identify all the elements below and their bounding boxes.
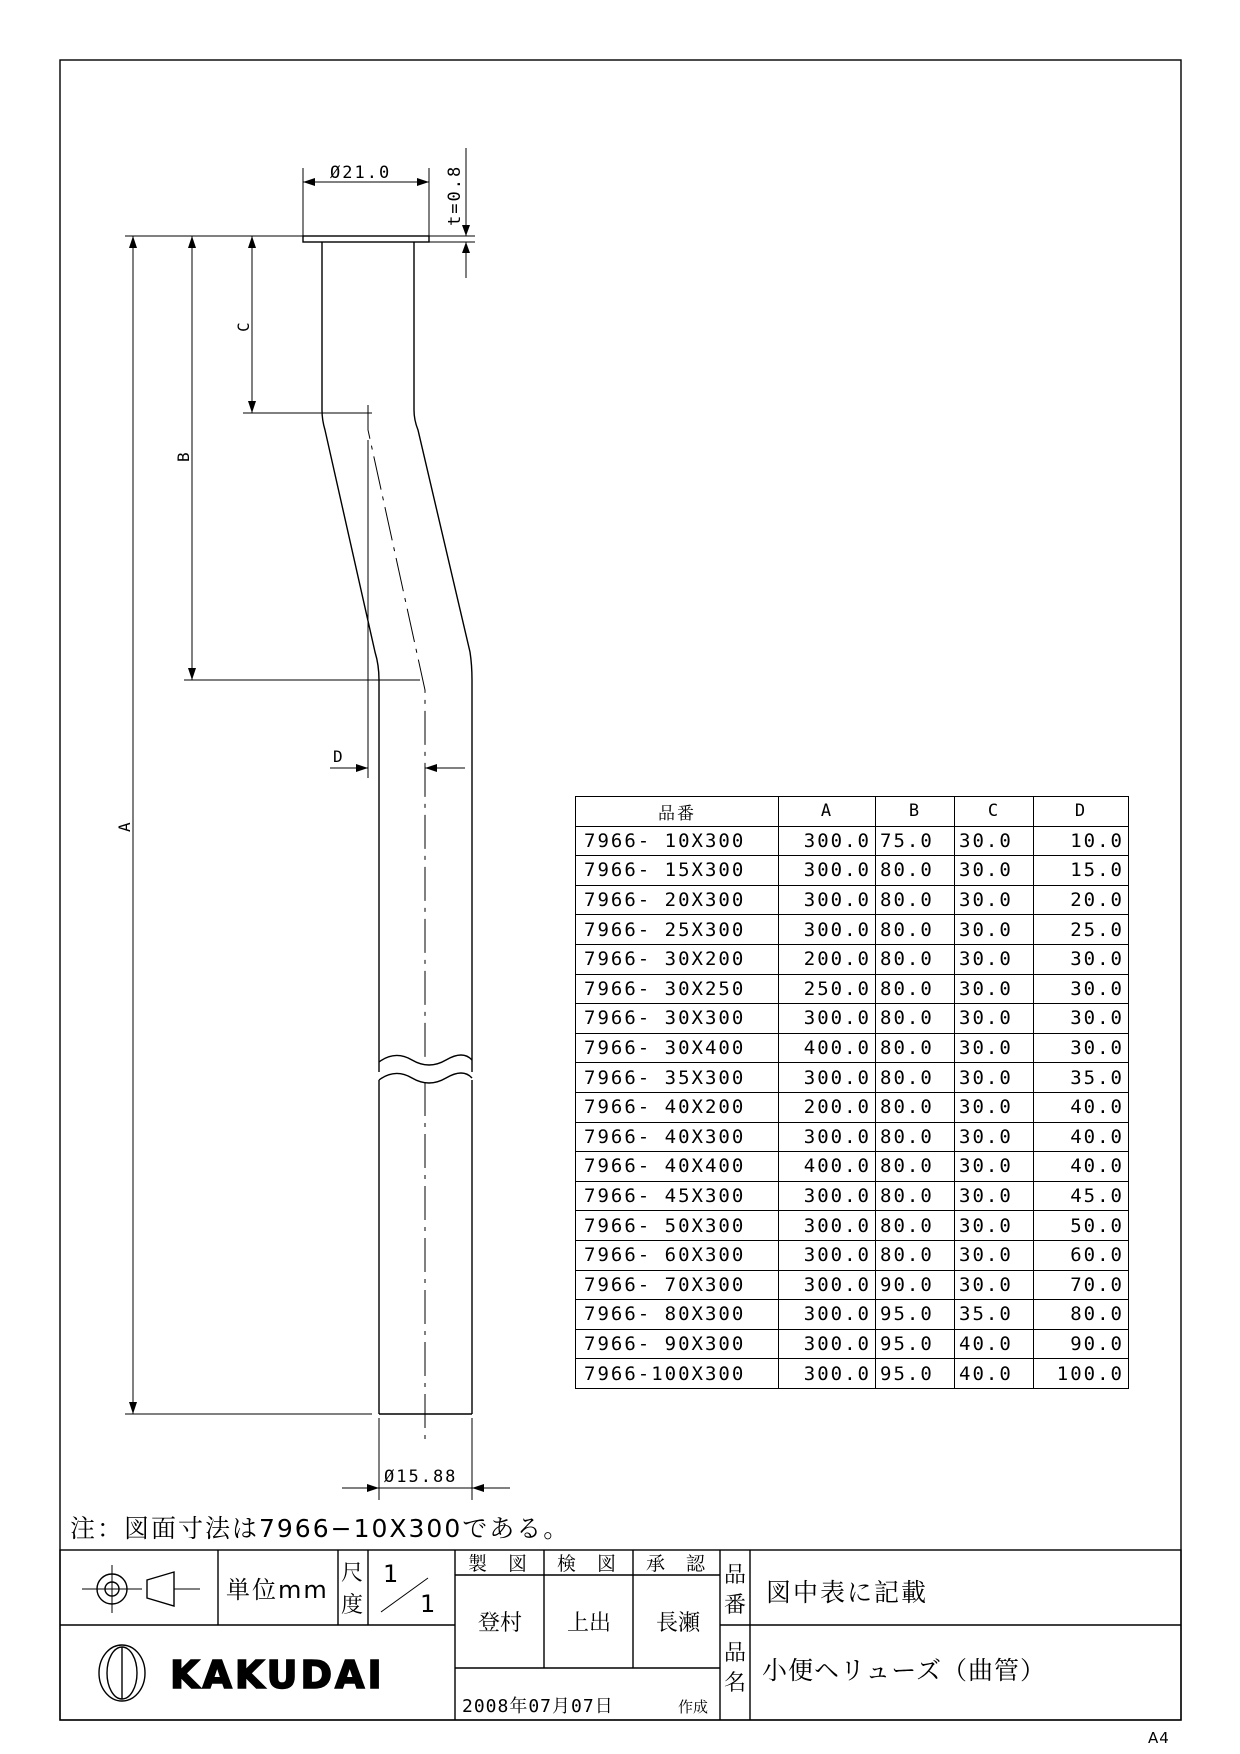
c-cell: 30.0 [955, 1270, 1034, 1300]
checker-name: 上出 [567, 1611, 612, 1636]
pipe-right-edge [414, 242, 472, 1072]
col-header-part-number: 品番 [576, 797, 779, 827]
d-cell: 90.0 [1034, 1329, 1129, 1359]
dim-thickness: t=0.8 [445, 164, 465, 226]
part-number-cell: 7966- 45X300 [576, 1181, 779, 1211]
c-cell: 30.0 [955, 885, 1034, 915]
title-block [60, 1550, 1181, 1720]
b-cell: 80.0 [876, 974, 955, 1004]
d-cell: 10.0 [1034, 826, 1129, 856]
c-cell: 30.0 [955, 974, 1034, 1004]
kakudai-logo-icon [99, 1645, 385, 1701]
d-cell: 30.0 [1034, 1004, 1129, 1034]
hinmei-label-1: 品 [724, 1641, 747, 1666]
part-number-cell: 7966- 30X300 [576, 1004, 779, 1034]
part-number-cell: 7966- 30X400 [576, 1033, 779, 1063]
b-cell: 90.0 [876, 1270, 955, 1300]
part-number-cell: 7966- 15X300 [576, 856, 779, 886]
table-row [576, 856, 1129, 886]
b-cell: 80.0 [876, 1122, 955, 1152]
c-cell: 30.0 [955, 1181, 1034, 1211]
hinmei-value: 小便ヘリューズ（曲管） [762, 1656, 1047, 1685]
c-cell: 30.0 [955, 1004, 1034, 1034]
c-cell: 30.0 [955, 1152, 1034, 1182]
c-cell: 30.0 [955, 1092, 1034, 1122]
scale-label-2: 度 [341, 1593, 364, 1618]
b-cell: 80.0 [876, 1240, 955, 1270]
a-cell: 300.0 [779, 1240, 876, 1270]
part-number-cell: 7966- 40X400 [576, 1152, 779, 1182]
table-row [576, 1359, 1129, 1389]
a-cell: 300.0 [779, 1300, 876, 1330]
c-cell: 30.0 [955, 1033, 1034, 1063]
a-cell: 300.0 [779, 1004, 876, 1034]
part-number-cell: 7966- 30X250 [576, 974, 779, 1004]
b-cell: 80.0 [876, 1033, 955, 1063]
part-number-cell: 7966- 10X300 [576, 826, 779, 856]
d-cell: 45.0 [1034, 1181, 1129, 1211]
d-cell: 100.0 [1034, 1359, 1129, 1389]
table-row [576, 826, 1129, 856]
c-cell: 30.0 [955, 1240, 1034, 1270]
c-cell: 30.0 [955, 856, 1034, 886]
d-cell: 60.0 [1034, 1240, 1129, 1270]
table-row [576, 1181, 1129, 1211]
col-header-c: C [955, 797, 1034, 827]
a-cell: 300.0 [779, 1211, 876, 1241]
table-row [576, 885, 1129, 915]
c-cell: 30.0 [955, 1122, 1034, 1152]
sakusei-label: 作成 [678, 1698, 709, 1716]
table-row [576, 1270, 1129, 1300]
table-row [576, 1211, 1129, 1241]
scale-numerator: 1 [383, 1560, 399, 1588]
approver-name: 長瀬 [656, 1611, 701, 1636]
part-number-cell: 7966- 90X300 [576, 1329, 779, 1359]
hinmei-label-2: 名 [724, 1671, 747, 1696]
scale-denominator: 1 [420, 1590, 436, 1618]
c-cell: 40.0 [955, 1359, 1034, 1389]
part-number-cell: 7966- 70X300 [576, 1270, 779, 1300]
part-number-cell: 7966- 60X300 [576, 1240, 779, 1270]
header-kenzu: 検 図 [557, 1553, 618, 1575]
a-cell: 300.0 [779, 1270, 876, 1300]
a-cell: 200.0 [779, 944, 876, 974]
table-row [576, 1063, 1129, 1093]
b-cell: 80.0 [876, 1063, 955, 1093]
table-row [576, 1152, 1129, 1182]
a-cell: 300.0 [779, 1063, 876, 1093]
b-cell: 80.0 [876, 1092, 955, 1122]
unit-label: 単位mm [226, 1576, 329, 1604]
part-number-cell: 7966- 20X300 [576, 885, 779, 915]
b-cell: 80.0 [876, 856, 955, 886]
d-cell: 40.0 [1034, 1152, 1129, 1182]
pipe-left-edge [322, 242, 379, 1072]
part-number-cell: 7966- 50X300 [576, 1211, 779, 1241]
b-cell: 95.0 [876, 1359, 955, 1389]
a-cell: 250.0 [779, 974, 876, 1004]
c-cell: 40.0 [955, 1329, 1034, 1359]
a-cell: 200.0 [779, 1092, 876, 1122]
table-row [576, 915, 1129, 945]
table-row [576, 974, 1129, 1004]
hinban-label-1: 品 [724, 1563, 747, 1588]
creation-date: 2008年07月07日 [462, 1696, 614, 1717]
d-cell: 15.0 [1034, 856, 1129, 886]
table-row [576, 944, 1129, 974]
part-number-cell: 7966- 30X200 [576, 944, 779, 974]
table-body [576, 826, 1129, 1388]
c-cell: 30.0 [955, 944, 1034, 974]
part-number-cell: 7966- 25X300 [576, 915, 779, 945]
dim-top-diameter: Ø21.0 [330, 163, 392, 183]
d-cell: 30.0 [1034, 944, 1129, 974]
a-cell: 300.0 [779, 856, 876, 886]
b-cell: 75.0 [876, 826, 955, 856]
drawing-note: 注：図面寸法は7966−10X300である。 [70, 1514, 571, 1543]
b-cell: 80.0 [876, 1211, 955, 1241]
d-cell: 35.0 [1034, 1063, 1129, 1093]
table-row [576, 1240, 1129, 1270]
d-cell: 50.0 [1034, 1211, 1129, 1241]
paper-size: A4 [1148, 1729, 1170, 1747]
col-header-a: A [779, 797, 876, 827]
d-cell: 40.0 [1034, 1122, 1129, 1152]
scale-label-1: 尺 [341, 1561, 364, 1586]
table-header-row [576, 797, 1129, 827]
a-cell: 300.0 [779, 915, 876, 945]
part-number-cell: 7966- 35X300 [576, 1063, 779, 1093]
c-cell: 30.0 [955, 1063, 1034, 1093]
b-cell: 80.0 [876, 885, 955, 915]
dim-a-label: A [115, 822, 134, 832]
a-cell: 400.0 [779, 1152, 876, 1182]
company-name: KAKUDAI [170, 1653, 385, 1697]
hinban-value: 図中表に記載 [766, 1578, 929, 1607]
table-row [576, 1033, 1129, 1063]
drafter-name: 登村 [478, 1611, 523, 1636]
b-cell: 80.0 [876, 1181, 955, 1211]
table-row [576, 1329, 1129, 1359]
c-cell: 30.0 [955, 1211, 1034, 1241]
b-cell: 80.0 [876, 1004, 955, 1034]
table-row [576, 1092, 1129, 1122]
a-cell: 300.0 [779, 885, 876, 915]
projection-symbol-icon [82, 1565, 200, 1613]
part-number-cell: 7966- 40X300 [576, 1122, 779, 1152]
dimension-table [575, 796, 1129, 1389]
header-seizu: 製 図 [468, 1553, 529, 1575]
b-cell: 80.0 [876, 944, 955, 974]
b-cell: 95.0 [876, 1300, 955, 1330]
col-header-d: D [1034, 797, 1129, 827]
a-cell: 400.0 [779, 1033, 876, 1063]
flange [303, 236, 429, 242]
d-cell: 30.0 [1034, 974, 1129, 1004]
pipe-drawing [115, 148, 510, 1500]
d-cell: 70.0 [1034, 1270, 1129, 1300]
col-header-b: B [876, 797, 955, 827]
c-cell: 30.0 [955, 915, 1034, 945]
a-cell: 300.0 [779, 1181, 876, 1211]
d-cell: 30.0 [1034, 1033, 1129, 1063]
hinban-label-2: 番 [724, 1593, 747, 1618]
table-row [576, 1300, 1129, 1330]
table-row [576, 1122, 1129, 1152]
a-cell: 300.0 [779, 1329, 876, 1359]
a-cell: 300.0 [779, 1359, 876, 1389]
table-row [576, 1004, 1129, 1034]
d-cell: 80.0 [1034, 1300, 1129, 1330]
d-cell: 20.0 [1034, 885, 1129, 915]
dim-b-label: B [174, 452, 193, 462]
c-cell: 35.0 [955, 1300, 1034, 1330]
centerline [368, 405, 425, 1060]
a-cell: 300.0 [779, 1122, 876, 1152]
part-number-cell: 7966- 40X200 [576, 1092, 779, 1122]
dim-c-label: C [234, 322, 253, 332]
b-cell: 95.0 [876, 1329, 955, 1359]
c-cell: 30.0 [955, 826, 1034, 856]
dim-bottom-diameter: Ø15.88 [384, 1467, 458, 1487]
d-cell: 40.0 [1034, 1092, 1129, 1122]
a-cell: 300.0 [779, 826, 876, 856]
b-cell: 80.0 [876, 915, 955, 945]
part-number-cell: 7966-100X300 [576, 1359, 779, 1389]
b-cell: 80.0 [876, 1152, 955, 1182]
dim-d-label: D [333, 747, 343, 766]
header-shonin: 承 認 [646, 1553, 707, 1575]
d-cell: 25.0 [1034, 915, 1129, 945]
part-number-cell: 7966- 80X300 [576, 1300, 779, 1330]
